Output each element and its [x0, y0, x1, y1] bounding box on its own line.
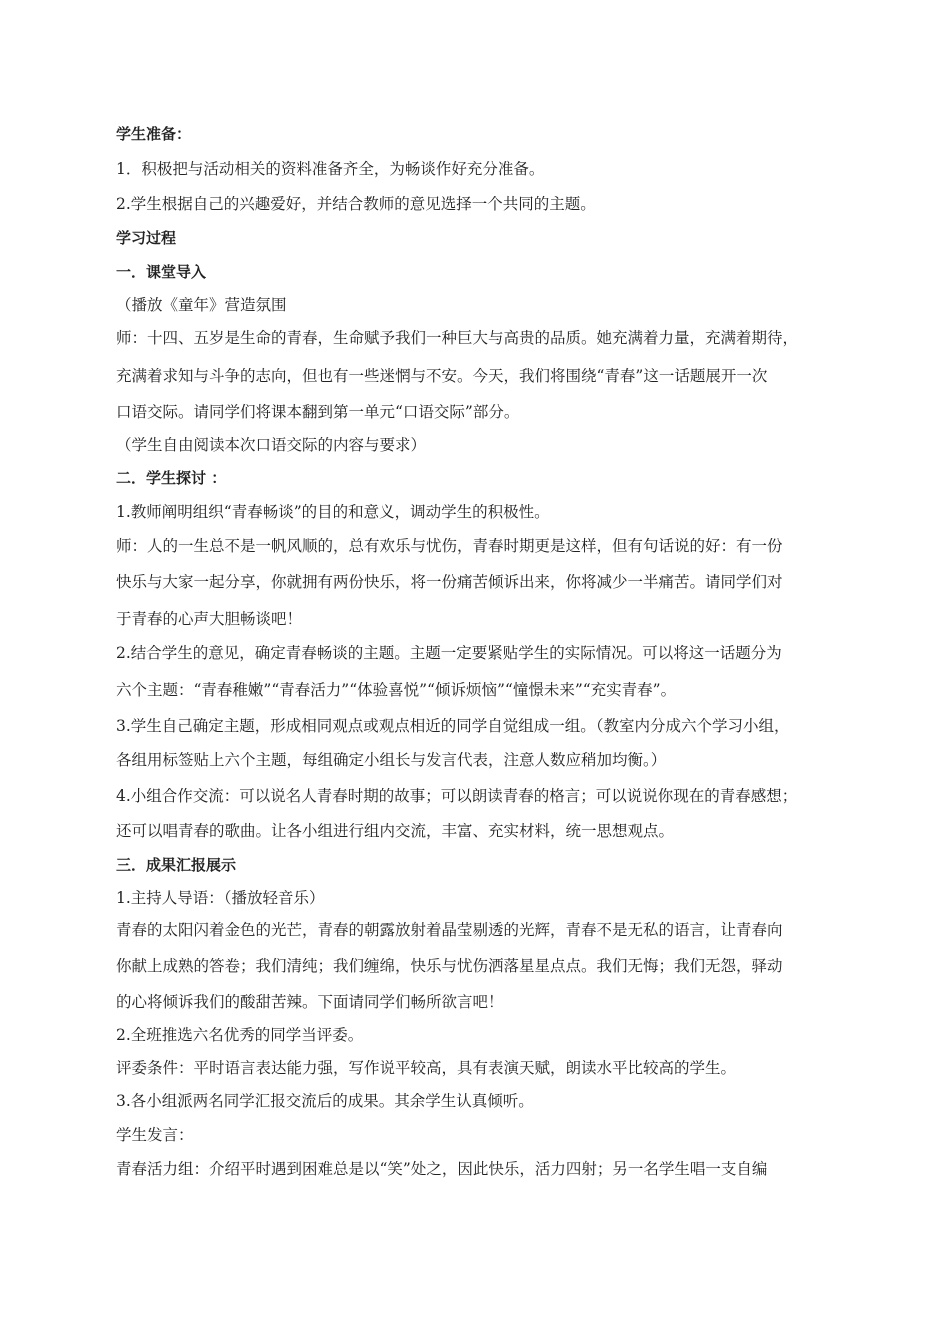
section-2-paragraph: 于青春的心声大胆畅谈吧！	[116, 610, 303, 628]
section-2-paragraph: 还可以唱青春的歌曲。让各小组进行组内交流，丰富、充实材料，统一思想观点。	[116, 822, 675, 840]
section-2-paragraph: 六个主题：“青春稚嫩”“青春活力”“体验喜悦”“倾诉烦恼”“憧憬未来”“充实青春”。	[116, 681, 677, 699]
section-2-heading: 二．学生探讨 ：	[116, 469, 227, 487]
prep-item-1: 1．积极把与活动相关的资料准备齐全，为畅谈作好充分准备。	[116, 160, 545, 178]
section-1-paragraph: （播放《童年》营造氛围	[116, 296, 287, 314]
section-3-paragraph: 学生发言：	[116, 1126, 194, 1144]
section-3-paragraph: 的心将倾诉我们的酸甜苦辣。下面请同学们畅所欲言吧！	[116, 993, 504, 1011]
section-3-paragraph: 3.各小组派两名同学汇报交流后的成果。其余学生认真倾听。	[116, 1092, 534, 1110]
section-1-heading: 一．课堂导入	[116, 263, 207, 281]
prep-item-2: 2.学生根据自己的兴趣爱好，并结合教师的意见选择一个共同的主题。	[116, 195, 596, 213]
section-3-heading: 三．成果汇报展示	[116, 856, 237, 874]
prep-heading: 学生准备：	[116, 125, 192, 143]
section-2-paragraph: 2.结合学生的意见，确定青春畅谈的主题。主题一定要紧贴学生的实际情况。可以将这一话题分为	[116, 644, 782, 662]
section-3-paragraph: 你献上成熟的答卷；我们清纯；我们缠绵，快乐与忧伤洒落星星点点。我们无悔；我们无怨，驿动	[116, 957, 783, 975]
section-3-paragraph: 1.主持人导语：（播放轻音乐）	[116, 889, 325, 907]
section-2-paragraph: 快乐与大家一起分享，你就拥有两份快乐，将一份痛苦倾诉出来，你将减少一半痛苦。请同学们对	[116, 573, 783, 591]
section-1-paragraph: （学生自由阅读本次口语交际的内容与要求）	[116, 436, 427, 454]
section-2-paragraph: 师：人的一生总不是一帆风顺的，总有欢乐与忧伤，青春时期更是这样，但有句话说的好：有一份	[116, 537, 783, 555]
section-3-paragraph: 评委条件：平时语言表达能力强，写作说平较高，具有表演天赋，朗读水平比较高的学生。	[116, 1059, 737, 1077]
section-2-paragraph: 3.学生自己确定主题，形成相同观点或观点相近的同学自觉组成一组。（教室内分成六个学习小组，	[116, 717, 790, 735]
section-3-paragraph: 青春活力组：介绍平时遇到困难总是以“笑”处之，因此快乐，活力四射；另一名学生唱一支自编	[116, 1160, 768, 1178]
section-1-paragraph: 充满着求知与斗争的志向，但也有一些迷惘与不安。今天，我们将围绕“青春”这一话题展开一次	[116, 367, 768, 385]
section-1-paragraph: 师：十四、五岁是生命的青春，生命赋予我们一种巨大与高贵的品质。她充满着力量，充满着期待，	[116, 329, 799, 347]
section-1-paragraph: 口语交际。请同学们将课本翻到第一单元“口语交际”部分。	[116, 403, 520, 421]
section-3-paragraph: 青春的太阳闪着金色的光芒，青春的朝露放射着晶莹剔透的光辉，青春不是无私的语言，让青春向	[116, 921, 783, 939]
section-3-paragraph: 2.全班推选六名优秀的同学当评委。	[116, 1026, 364, 1044]
section-2-paragraph: 4.小组合作交流：可以说名人青春时期的故事；可以朗读青春的格言；可以说说你现在的青春感想；	[116, 787, 798, 805]
section-2-paragraph: 1.教师阐明组织“青春畅谈”的目的和意义，调动学生的积极性。	[116, 503, 550, 521]
process-heading: 学习过程	[116, 229, 177, 247]
section-2-paragraph: 各组用标签贴上六个主题，每组确定小组长与发言代表，注意人数应稍加均衡。）	[116, 751, 667, 769]
